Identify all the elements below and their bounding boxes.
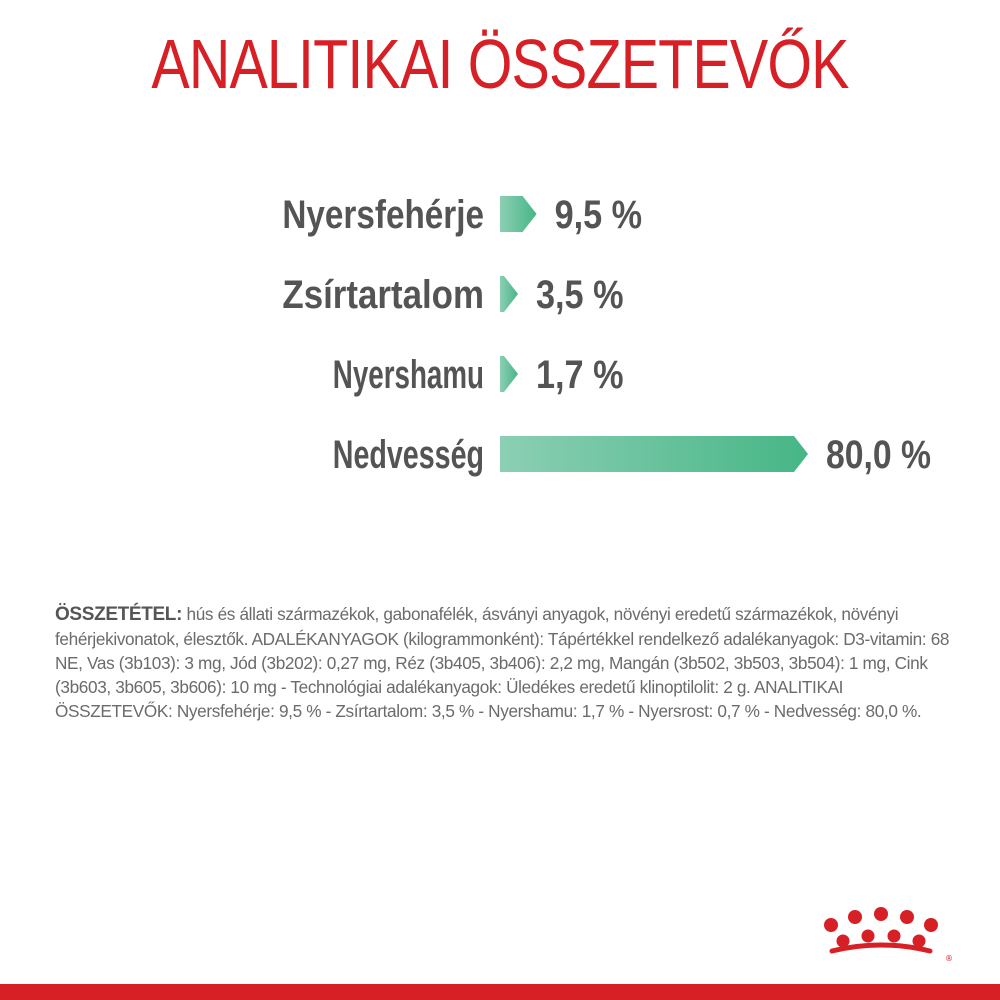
category-label: Nyersfehérje [282, 193, 485, 237]
value-label: 3,5 % [536, 273, 624, 317]
category-label: Zsírtartalom [282, 273, 485, 317]
value-label: 80,0 % [826, 433, 931, 477]
bar [500, 436, 808, 472]
composition-text [55, 602, 955, 723]
royal-canin-crown-icon [818, 905, 960, 965]
bar [500, 196, 537, 232]
bar [500, 356, 518, 392]
svg-text:®: ® [945, 954, 953, 963]
composition-heading: ÖSSZETÉTEL: [55, 604, 183, 625]
nutrient-bar-chart [0, 180, 1000, 500]
category-label: Nedvesség [332, 433, 484, 477]
category-label: Nyershamu [332, 353, 484, 397]
value-label: 9,5 % [554, 193, 643, 237]
bar [500, 276, 518, 312]
page-title: ANALITIKAI ÖSSZETEVŐK [151, 25, 849, 103]
bottom-red-bar [0, 984, 1000, 1000]
composition-body: hús és állati származékok, gabonafélék, ásványi anyagok, növényi eredetű származékok, növényi fehérjekivonatok, élesztők. ADALÉKANYAGOK (kilogrammonként): Tápértékkel rendelkező adalékanyagok: D3-vitamin: 68 NE, Vas (3b103): 3 mg, Jód (3b202): 0,27 mg, Réz (3b405, 3b406): 2,2 mg, Mangán (3b502, 3b503, 3b504): 1 mg, Cink (3b603, 3b605, 3b606): 10 mg - Technológiai adalékanyagok: Üledékes eredetű klinoptilolit: 2 g. ANALITIKAI ÖSSZETEVŐK: Nyersfehérje: 9,5 % - Zsírtartalom: 3,5 % - Nyershamu: 1,7 % - Nyersrost: 0,7 % - Nedvesség: 80,0 %. [55, 604, 950, 721]
value-label: 1,7 % [536, 353, 624, 397]
